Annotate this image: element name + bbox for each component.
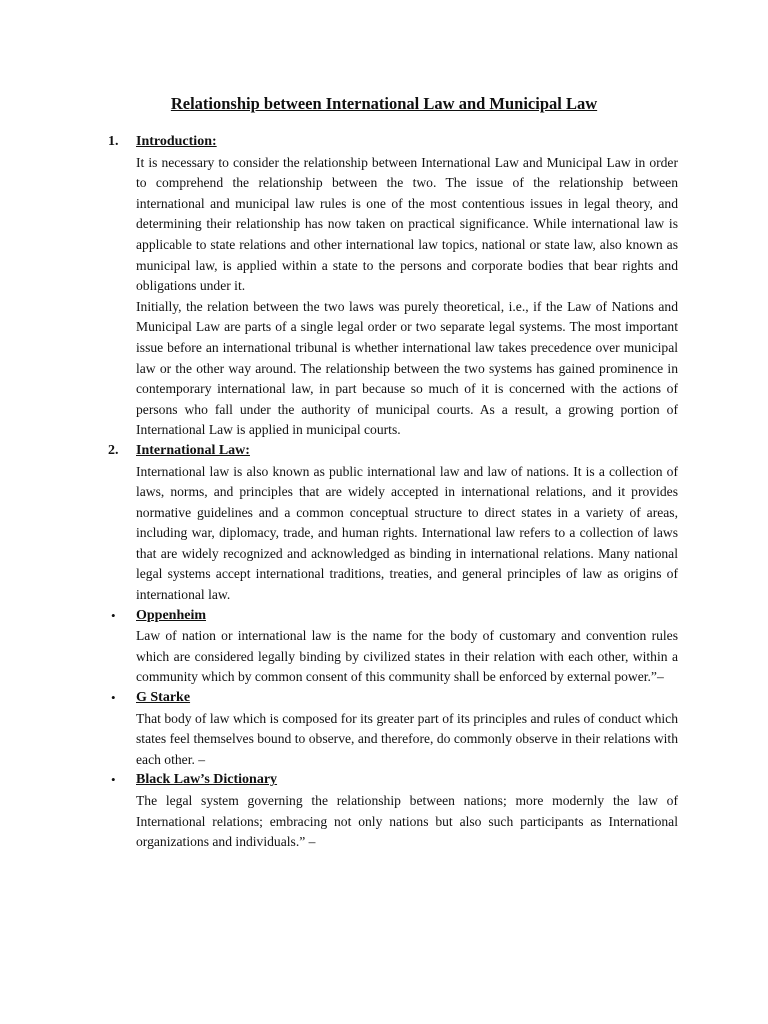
section-heading: Introduction: [136,134,217,149]
bullet-text: The legal system governing the relationship between nations; more modernly the law of International relations; embracing not only nations but also such participants as International organizations and individuals.” – [136,793,678,850]
section-paragraph: It is necessary to consider the relationship between International Law and Municipal Law in order to comprehend the relationship between the two. The issue of the relationship between international and municipal law rules is one of the most contentious issues in legal theory, and determining their relationship has now taken on practical significance. While international law is applicable to state relations and other international law topics, national or state law, also known as municipal law, is applied within a state to the persons and corporate bodies that bear rights and obligations under it. [136,154,678,294]
bullet-black-laws-dictionary [111,770,678,852]
bullet-text: That body of law which is composed for its greater part of its principles and rules of conduct which states feel themselves bound to observe, and therefore, do commonly observe in their relations with each other. – [136,710,678,767]
bullet-oppenheim [111,606,678,688]
bullet-g-starke [111,688,678,770]
bullet-text: Law of nation or international law is the name for the body of customary and convention rules which are considered legally binding by civilized states in their relation with each other, within a community which by common consent of this community shall be enforced by external power.”– [136,628,678,685]
bullet-icon: • [111,772,116,788]
section-number: 1. [108,134,119,149]
bullet-icon: • [111,690,116,706]
section-heading: International Law: [136,442,250,458]
section-international-law [108,441,678,606]
document-title: Relationship between International Law and Municipal Law [170,94,598,113]
bullet-heading: Black Law’s Dictionary [136,772,278,788]
section-paragraph: International law is also known as public international law and law of nations. It is a collection of laws, norms, and principles that are widely accepted in international relations, and it provides normative guidelines and a common conceptual structure to direct states in a variety of areas, including war, diplomacy, trade, and human rights. International law refers to a collection of laws that are widely recognized and acknowledged as binding in international relations. Many national legal systems accept international traditions, treaties, and general principles of law as origins of international law. [136,463,678,603]
bullet-heading: Oppenheim [136,607,207,623]
bullet-heading: G Starke [136,690,191,706]
bullet-icon: • [111,607,116,623]
section-introduction [108,132,678,441]
section-number: 2. [108,442,119,458]
section-paragraph: Initially, the relation between the two laws was purely theoretical, i.e., if the Law of Nations and Municipal Law are parts of a single legal order or two separate legal systems. The most important issue before an international tribunal is whether international law takes precedence over municipal law or the other way around. The relationship between the two systems has gained prominence in contemporary international law, in part because so much of it is concerned with the actions of persons who fall under the authority of municipal courts. As a result, a growing portion of International Law is applied in municipal courts. [136,298,678,438]
